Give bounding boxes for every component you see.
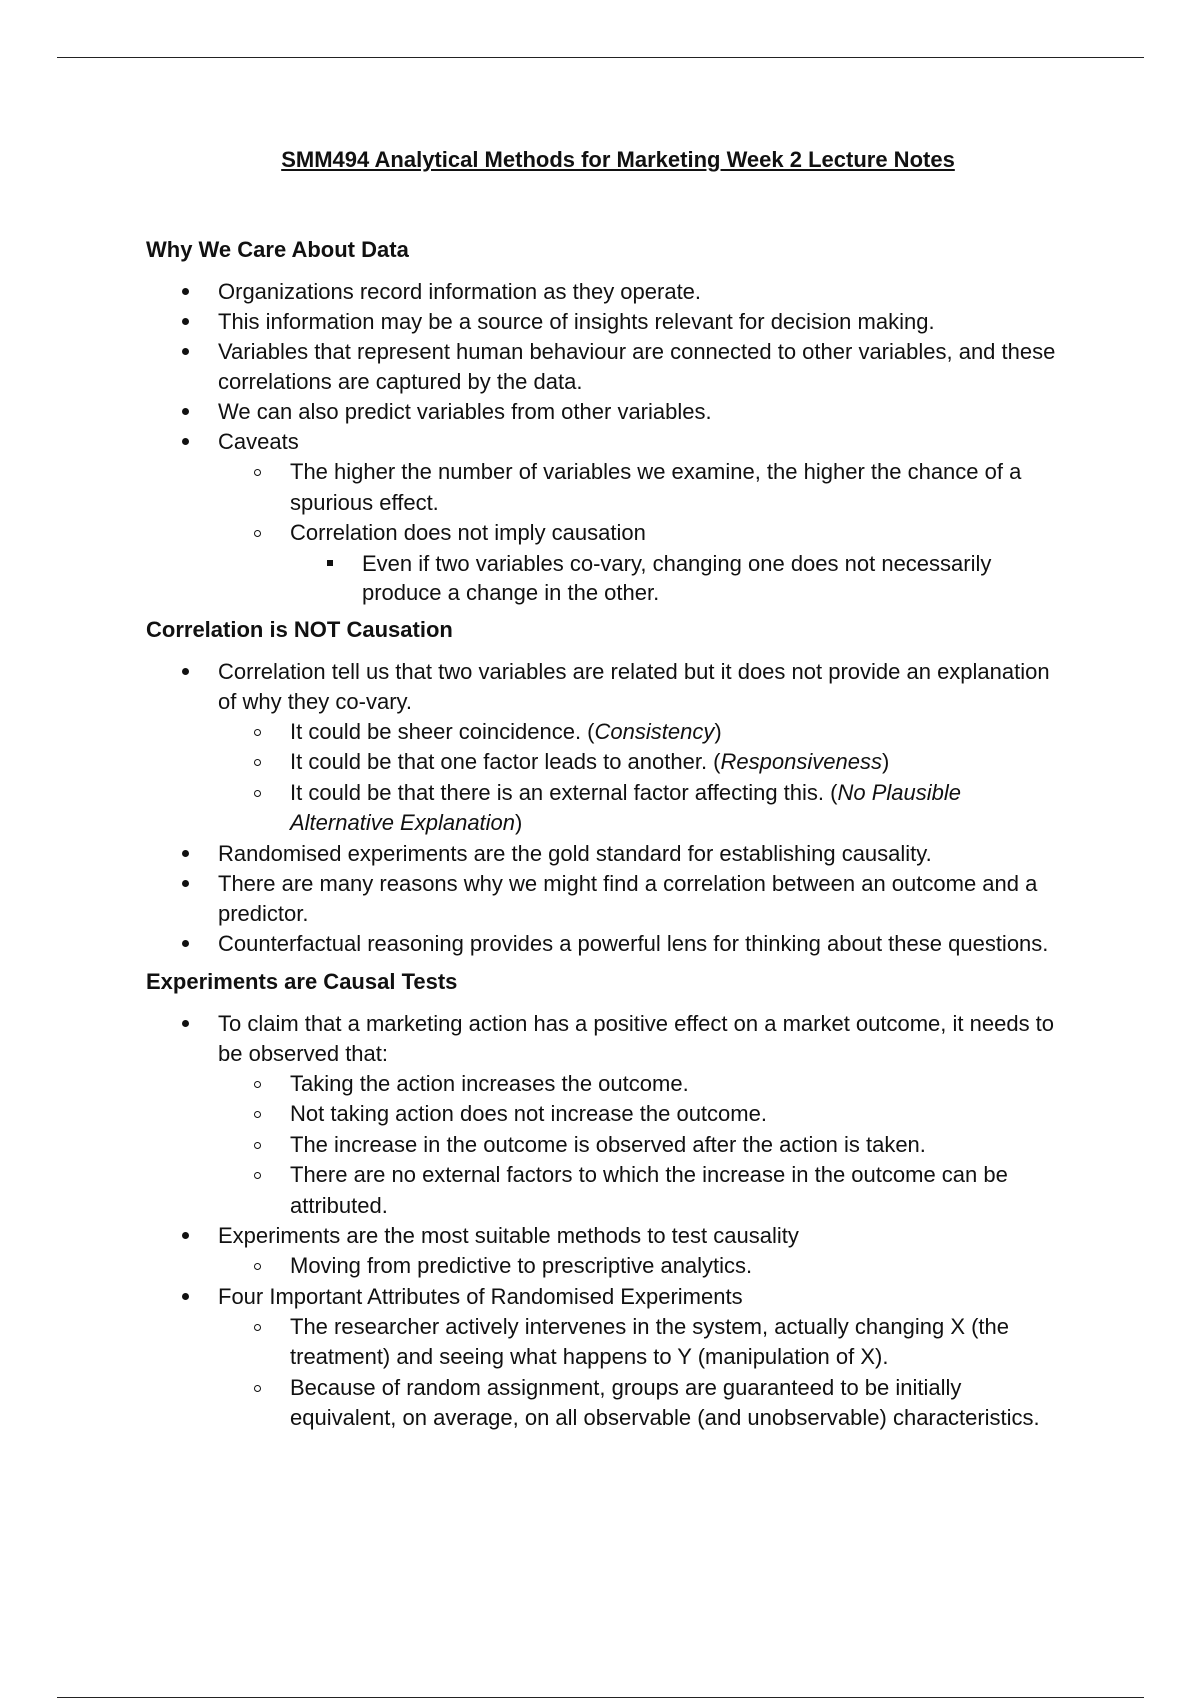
sub-list-item [218, 518, 1066, 607]
list-item-text: Correlation tell us that two variables are related but it does not provide an explanation of why they co-vary. [218, 658, 1050, 714]
sub-list-item-text: It could be that there is an external factor affecting this. ( [290, 779, 838, 805]
top-rule [57, 57, 1144, 58]
sub-list-item-text: The researcher actively intervenes in the system, actually changing X (the treatment) and seeing what happens to Y (manipulation of X). [290, 1313, 1010, 1369]
sub-list-item-text: Correlation does not imply causation [290, 520, 646, 545]
section-correlation-not-causation [146, 615, 1066, 959]
list-item [146, 657, 1066, 839]
list-item [146, 427, 1066, 607]
sub-bullet-list [218, 1251, 1066, 1282]
document-page [146, 144, 1066, 1434]
list-item-text: There are many reasons why we might find a correlation between an outcome and a predictor. [218, 870, 1038, 926]
sub-list-item-text: Not taking action does not increase the outcome. [290, 1101, 767, 1126]
list-item-text: This information may be a source of insights relevant for decision making. [218, 309, 935, 334]
section-why-we-care [146, 235, 1066, 607]
sub-list-item-text: There are no external factors to which the increase in the outcome can be attributed. [290, 1162, 1008, 1218]
sub-bullet-list [218, 1312, 1066, 1434]
sub-list-item [218, 747, 1066, 778]
closing-paren: ) [714, 718, 722, 744]
sub-list-item-text: Taking the action increases the outcome. [290, 1070, 689, 1096]
list-item-text: Experiments are the most suitable methods to test causality [218, 1223, 799, 1248]
italic-term: Responsiveness [720, 749, 882, 774]
list-item-text: To claim that a marketing action has a positive effect on a market outcome, it needs to be observed that: [218, 1010, 1055, 1066]
sub-list-item-text: Because of random assignment, groups are guaranteed to be initially equivalent, on average, on all observable (and unobservable) characteristics. [290, 1374, 1040, 1430]
sub-list-item [218, 717, 1066, 748]
closing-paren: ) [881, 749, 890, 774]
sub-sub-bullet-list [290, 549, 1066, 607]
list-item [146, 397, 1066, 427]
sub-list-item-text: Moving from predictive to prescriptive analytics. [290, 1253, 753, 1278]
sub-list-item [218, 1099, 1066, 1130]
section-heading: Correlation is NOT Causation [146, 616, 453, 642]
sub-list-item [218, 1373, 1066, 1434]
list-item-text: Caveats [218, 429, 299, 454]
italic-term: No Plausible Alternative Explanation [290, 779, 961, 835]
list-item-text: Randomised experiments are the gold standard for establishing causality. [218, 840, 932, 866]
bullet-list [146, 657, 1066, 959]
sub-list-item [218, 1160, 1066, 1221]
bullet-list [146, 277, 1066, 607]
sub-list-item-text: It could be that one factor leads to another. ( [290, 749, 721, 774]
bottom-rule [57, 1697, 1144, 1698]
closing-paren: ) [515, 810, 523, 835]
italic-term: Consistency [594, 718, 715, 744]
list-item [146, 277, 1066, 307]
list-item-text: Variables that represent human behaviour are connected to other variables, and these correlations are captured by the data. [218, 339, 1056, 394]
sub-list-item [218, 1130, 1066, 1161]
list-item-text: We can also predict variables from other variables. [218, 399, 712, 424]
sub-list-item [218, 457, 1066, 518]
sub-sub-list-item [290, 549, 1066, 607]
sub-list-item [218, 1251, 1066, 1282]
sub-list-item [218, 1312, 1066, 1373]
list-item [146, 869, 1066, 929]
sub-list-item [218, 1069, 1066, 1100]
document-title: SMM494 Analytical Methods for Marketing Week 2 Lecture Notes [281, 147, 955, 172]
sub-bullet-list [218, 457, 1066, 607]
sub-bullet-list [218, 717, 1066, 839]
sub-list-item-text: It could be sheer coincidence. ( [290, 718, 595, 744]
list-item-text: Organizations record information as they operate. [218, 279, 702, 304]
sub-sub-list-item-text: Even if two variables co-vary, changing one does not necessarily produce a change in the other. [362, 550, 992, 605]
section-experiments-causal-tests [146, 967, 1066, 1434]
section-heading: Experiments are Causal Tests [146, 968, 458, 994]
section-heading: Why We Care About Data [146, 237, 409, 262]
list-item [146, 929, 1066, 959]
sub-list-item-text: The higher the number of variables we examine, the higher the chance of a spurious effect. [290, 459, 1022, 515]
sub-bullet-list [218, 1069, 1066, 1222]
list-item [146, 1221, 1066, 1282]
list-item [146, 307, 1066, 337]
list-item [146, 1009, 1066, 1222]
sub-list-item-text: The increase in the outcome is observed after the action is taken. [290, 1131, 926, 1157]
list-item-text: Four Important Attributes of Randomised Experiments [218, 1283, 743, 1309]
list-item [146, 839, 1066, 869]
list-item-text: Counterfactual reasoning provides a powerful lens for thinking about these questions. [218, 930, 1049, 956]
list-item [146, 337, 1066, 397]
list-item [146, 1282, 1066, 1434]
sub-list-item [218, 778, 1066, 839]
bullet-list [146, 1009, 1066, 1434]
